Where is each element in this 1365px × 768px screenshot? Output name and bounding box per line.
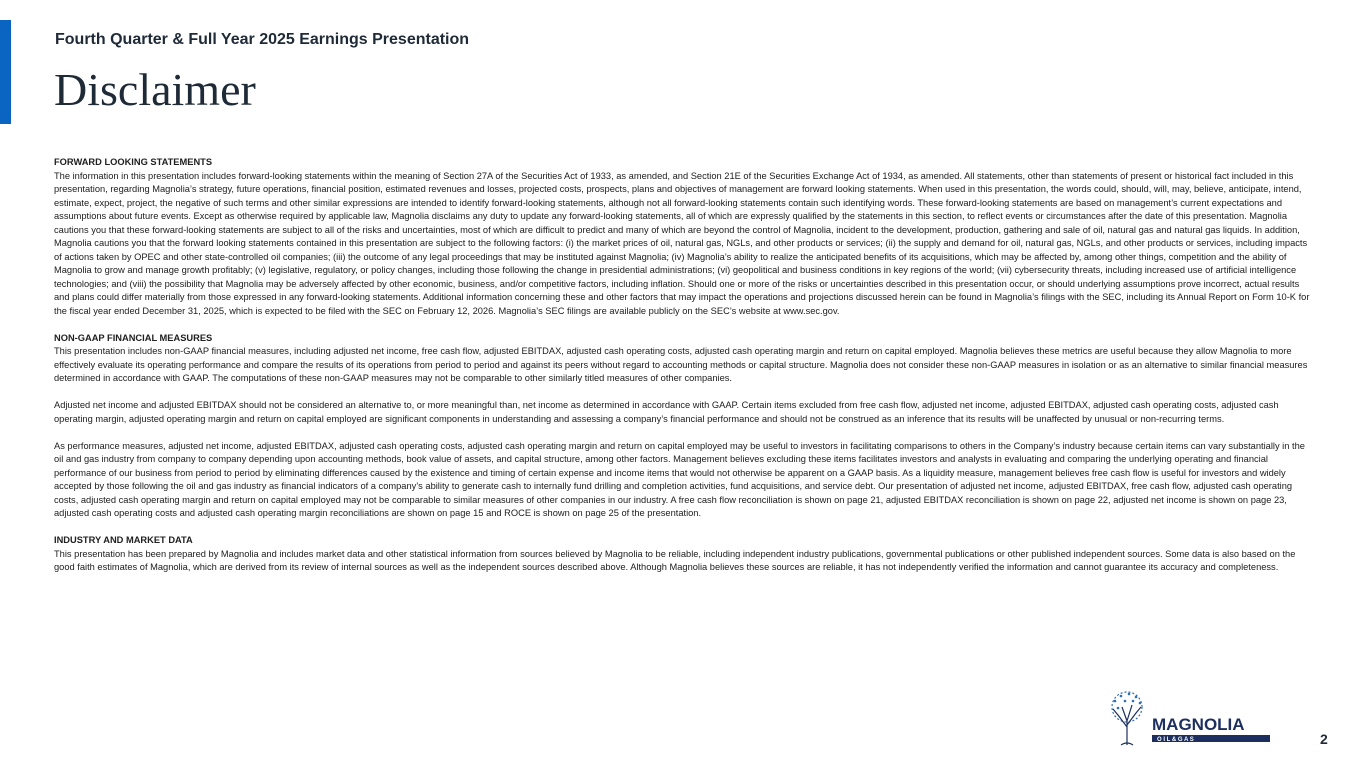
non-gaap-heading: NON-GAAP FINANCIAL MEASURES xyxy=(54,332,213,343)
logo-wordmark: MAGNOLIA xyxy=(1152,715,1245,734)
forward-looking-paragraph: The information in this presentation includes forward-looking statements within the meaning of Section 27A of the Securities Act of 1933, as amended, and Section 21E of the Securities Exchange Act of 1934, as amended. All statements, other than statements of present or historical fact included in this presentation, regarding Magnolia’s strategy, future operations, financial position, estimated revenues and losses, projected costs, prospects, plans and objectives of management are forward looking statements. When used in this presentation, the words could, should, will, may, believe, anticipate, intend, estimate, expect, project, the negative of such terms and other similar expressions are intended to identify forward-looking statements, although not all forward-looking statements contain such identifying words. These forward-looking statements are based on management’s current expectations and assumptions about future events. Except as otherwise required by applicable law, Magnolia disclaims any duty to update any forward-looking statements, all of which are expressly qualified by the statements in this section, to reflect events or circumstances after the date of this presentation. Magnolia cautions you that these forward-looking statements are subject to all of the risks and uncertainties, most of which are difficult to predict and many of which are beyond the control of Magnolia, incident to the development, production, gathering and sale of oil, natural gas and natural gas liquids. In addition, Magnolia cautions you that the forward looking statements contained in this presentation are subject to the following factors: (i) the market prices of oil, natural gas, NGLs, and other products or services; (ii) the supply and demand for oil, natural gas, NGLs, and other products or services, including impacts of actions taken by OPEC and other state-controlled oil companies; (iii) the outcome of any legal proceedings that may be instituted against Magnolia; (iv) Magnolia’s ability to realize the anticipated benefits of its acquisitions, which may be affected by, among other things, competition and the ability of Magnolia to grow and manage growth profitably; (v) legislative, regulatory, or policy changes, including those following the change in presidential administrations; (vi) geopolitical and business conditions in key regions of the world; (vii) cybersecurity threats, including increased use of artificial intelligence technologies; and (viii) the possibility that Magnolia may be adversely affected by other economic, business, and/or competitive factors, including inflation. Should one or more of the risks or uncertainties described in this presentation occur, or should underlying assumptions prove incorrect, actual results and plans could differ materially from those expressed in any forward-looking statements. Additional information concerning these and other factors that may impact the operations and projections discussed herein can be found in Magnolia’s filings with the SEC, including its Annual Report on Form 10-K for the fiscal year ended December 31, 2025, which is expected to be filed with the SEC on February 12, 2026. Magnolia’s SEC filings are available publicly on the SEC’s website at www.sec.gov. xyxy=(54,170,1310,316)
forward-looking-heading: FORWARD LOOKING STATEMENTS xyxy=(54,157,213,167)
logo-tagline: O I L & G A S xyxy=(1157,737,1194,743)
presentation-subtitle: Fourth Quarter & Full Year 2025 Earnings Presentation xyxy=(55,31,470,48)
magnolia-logo xyxy=(1105,687,1275,749)
page-title: Disclaimer xyxy=(54,64,256,115)
non-gaap-paragraph-2: Adjusted net income and adjusted EBITDAX should not be considered an alternative to, or more meaningful than, net income as determined in accordance with GAAP. Certain items excluded from free cash flow, adjusted net income, adjusted EBITDAX, adjusted cash operating costs, adjusted cash operating margin, adjusted operating margin and return on capital employed are significant components in understanding and assessing a company’s financial performance and should not be construed as an inference that its results will be unaffected by unusual or non-recurring terms. xyxy=(54,400,1279,424)
non-gaap-paragraph-1: This presentation includes non-GAAP financial measures, including adjusted net income, free cash flow, adjusted EBITDAX, adjusted cash operating costs, adjusted cash operating margin and return on capital employed. Magnolia believes these metrics are useful because they allow Magnolia to more effectively evaluate its operating performance and compare the results of its operations from period to period and against its peers without regard to accounting methods or capital structure. Magnolia does not consider these non-GAAP measures in isolation or as an alternative to similar financial measures determined in accordance with GAAP. The computations of these non-GAAP measures may not be comparable to other similarly titled measures of other companies. xyxy=(54,346,1308,383)
page-number: 2 xyxy=(1320,731,1328,747)
industry-heading: INDUSTRY AND MARKET DATA xyxy=(54,535,193,545)
disclaimer-body xyxy=(54,156,1316,575)
industry-paragraph: This presentation has been prepared by Magnolia and includes market data and other statistical information from sources believed by Magnolia to be reliable, including independent industry publications, governmental publications or other published independent sources. Some data is also based on the good faith estimates of Magnolia, which are derived from its review of internal sources as well as the independent sources described above. Although Magnolia believes these sources are reliable, it has not independently verified the information and cannot guarantee its accuracy and completeness. xyxy=(54,548,1296,572)
non-gaap-paragraph-3: As performance measures, adjusted net income, adjusted EBITDAX, adjusted cash operating costs, adjusted cash operating margin and return on capital employed may be useful to investors in facilitating comparisons to others in the Company’s industry because certain items can vary substantially in the oil and gas industry from company to company depending upon accounting methods, book value of assets, and capital structure, among other factors. Management believes excluding these items facilitates investors and analysts in evaluating and comparing the underlying operating and financial performance of our business from period to period by eliminating differences caused by the existence and timing of certain expense and income items that would not otherwise be apparent on a GAAP basis. As a liquidity measure, management believes free cash flow is useful for investors and widely accepted by those following the oil and gas industry as financial indicators of a company’s ability to generate cash to internally fund drilling and completion activities, fund acquisitions, and service debt. Our presentation of adjusted net income, adjusted EBITDAX, free cash flow, adjusted cash operating costs, adjusted cash operating margin and return on capital employed may not be comparable to similar measures of other companies in our industry. A free cash flow reconciliation is shown on page 21, adjusted EBITDAX reconciliation is shown on page 22, adjusted net income is shown on page 23, adjusted cash operating costs and adjusted cash operating margin reconciliations are shown on page 15 and ROCE is shown on page 25 of the presentation. xyxy=(54,440,1305,518)
accent-bar xyxy=(0,20,11,124)
tree-icon xyxy=(1112,692,1142,745)
